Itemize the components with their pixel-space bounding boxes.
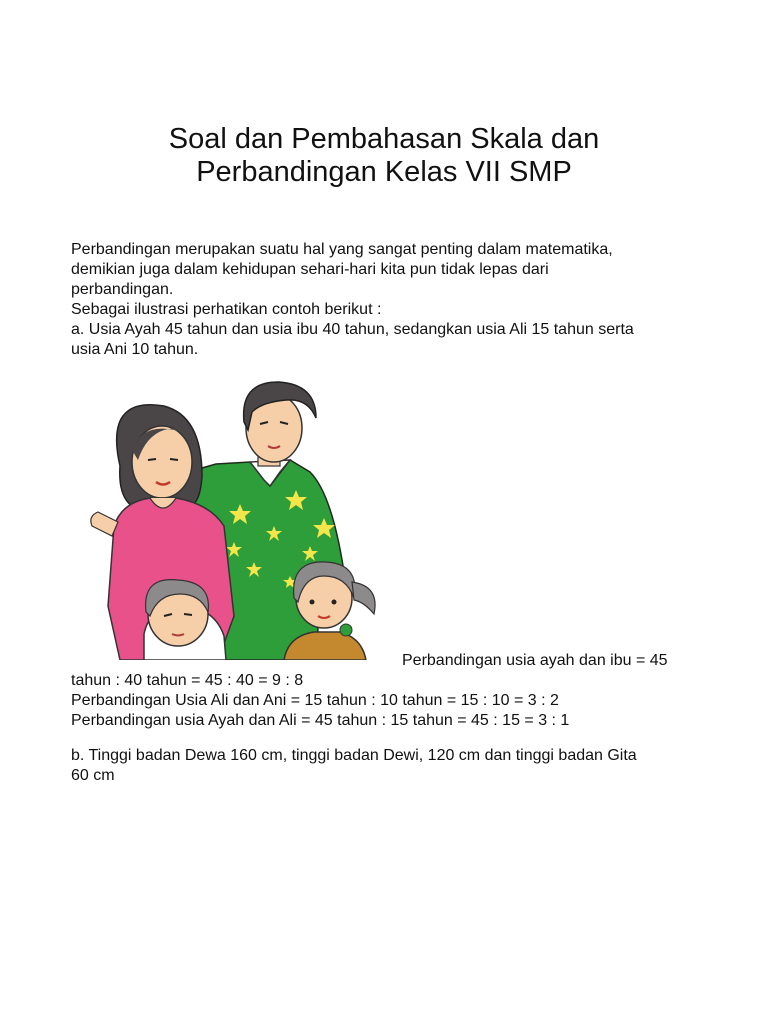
family-illustration	[84, 376, 394, 660]
text-line: a. Usia Ayah 45 tahun dan usia ibu 40 tahun, sedangkan usia Ali 15 tahun serta	[71, 321, 634, 338]
results-paragraph	[71, 671, 711, 731]
text-line: Sebagai ilustrasi perhatikan contoh berikut :	[71, 301, 382, 318]
title-line: Soal dan Pembahasan Skala dan	[168, 123, 600, 156]
text-line: perbandingan.	[71, 281, 174, 298]
text-line: 60 cm	[71, 767, 115, 784]
page-title	[0, 123, 768, 189]
text-line: usia Ani 10 tahun.	[71, 341, 199, 358]
text-line: Perbandingan merupakan suatu hal yang sangat penting dalam matematika,	[71, 241, 613, 258]
title-line: Perbandingan Kelas VII SMP	[196, 156, 572, 189]
inline-caption: Perbandingan usia ayah dan ibu = 45	[402, 652, 668, 669]
text-line: b. Tinggi badan Dewa 160 cm, tinggi badan Dewi, 120 cm dan tinggi badan Gita	[71, 747, 637, 764]
text-line: Perbandingan usia Ayah dan Ali = 45 tahun : 15 tahun = 45 : 15 = 3 : 1	[71, 712, 570, 729]
intro-paragraph	[71, 240, 711, 360]
text-line: Perbandingan Usia Ali dan Ani = 15 tahun : 10 tahun = 15 : 10 = 3 : 2	[71, 692, 559, 709]
text-line: tahun : 40 tahun = 45 : 40 = 9 : 8	[71, 672, 304, 689]
part-b-paragraph	[71, 746, 711, 786]
text-line: demikian juga dalam kehidupan sehari-hari kita pun tidak lepas dari	[71, 261, 549, 278]
